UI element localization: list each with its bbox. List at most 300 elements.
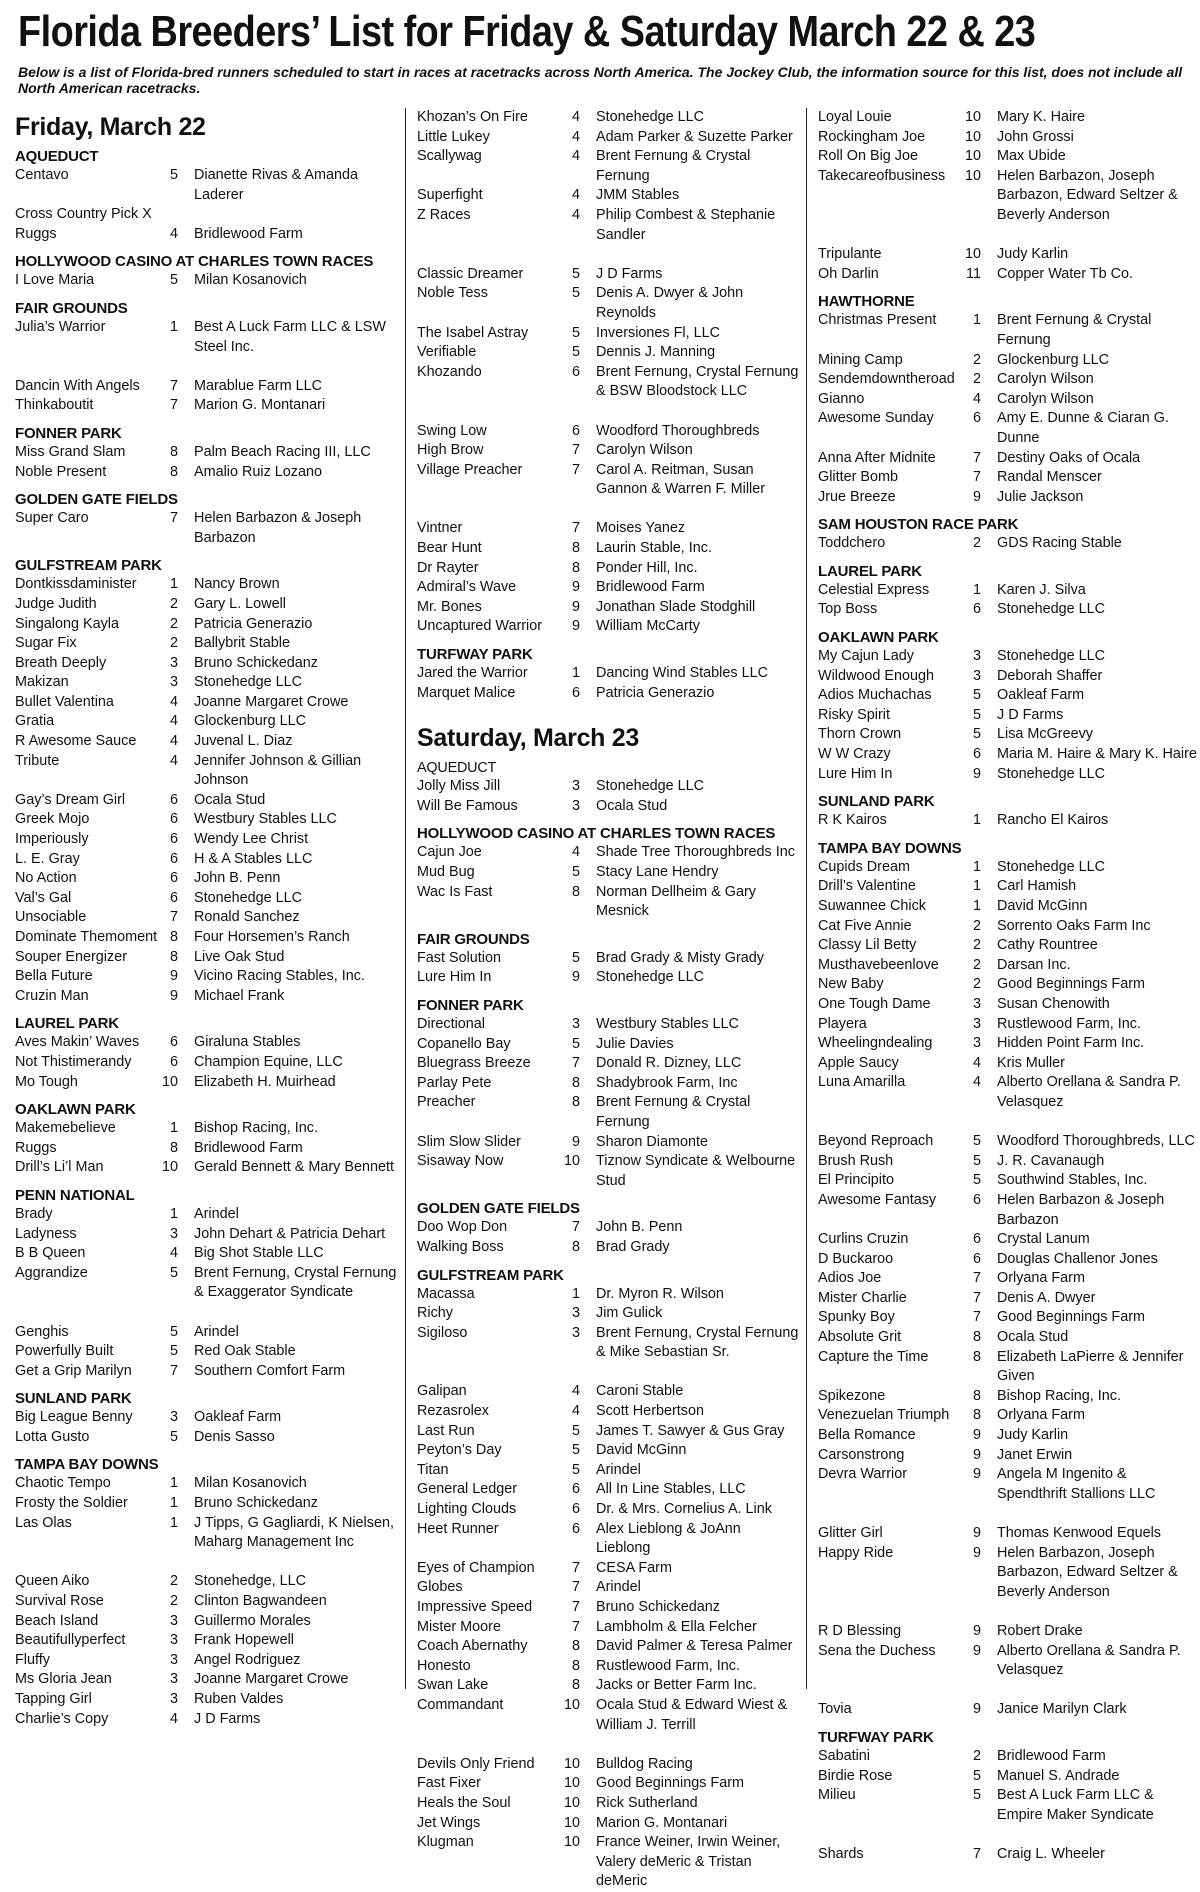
owner-name: Marion G. Montanari: [596, 1814, 728, 1831]
post-position: 5: [571, 344, 580, 361]
post-position: 5: [972, 687, 981, 704]
entry-row: [818, 1406, 1200, 1426]
horse-name: Mo Tough: [15, 1073, 78, 1090]
entry-row: [417, 843, 799, 863]
horse-name: Sabatini: [818, 1747, 871, 1764]
horse-name: B B Queen: [15, 1245, 86, 1262]
post-position: 9: [972, 488, 981, 505]
horse-name: Spikezone: [818, 1387, 886, 1404]
entry-row: [818, 1289, 1200, 1309]
owner-name: Michael Frank: [194, 987, 285, 1004]
post-position: 2: [972, 1747, 981, 1764]
entry-row: [818, 390, 1200, 410]
owner-name: Inversiones Fl, LLC: [596, 324, 720, 341]
post-position: 5: [972, 1767, 981, 1784]
post-position: 10: [964, 167, 981, 184]
owner-name: Thomas Kenwood Equels: [997, 1525, 1161, 1541]
post-position: 6: [571, 422, 580, 439]
horse-name: Noble Tess: [417, 285, 488, 302]
horse-name: Survival Rose: [15, 1593, 104, 1610]
entry-row: [417, 1500, 799, 1520]
entry-row: [417, 1598, 799, 1618]
owner-name: Jonathan Slade Stodghill: [596, 598, 756, 615]
entry-row: [15, 732, 397, 752]
post-position: 10: [563, 1755, 580, 1772]
entry-row: [417, 363, 799, 402]
owner-name: Julie Davies: [596, 1035, 674, 1052]
owner-name: J Tipps, G Gagliardi, K Nielsen, Maharg Management Inc: [194, 1514, 394, 1551]
entry-row: [417, 1774, 799, 1794]
entry-row: [417, 883, 799, 922]
horse-name: W W Crazy: [818, 746, 891, 763]
post-position: 10: [964, 246, 981, 263]
post-position: 2: [972, 956, 981, 973]
entry-row: [417, 461, 799, 500]
horse-name: Heet Runner: [417, 1520, 499, 1537]
owner-name: Red Oak Stable: [194, 1343, 296, 1360]
entry-row: [15, 575, 397, 595]
owner-name: Mary K. Haire: [997, 109, 1085, 125]
track-heading: GOLDEN GATE FIELDS: [417, 1200, 580, 1218]
horse-name: Makemebelieve: [15, 1120, 116, 1137]
post-position: 6: [571, 1501, 580, 1518]
owner-name: Lambholm & Ella Felcher: [596, 1618, 757, 1635]
entry-row: [818, 1269, 1200, 1289]
owner-name: Milan Kosanovich: [194, 1475, 307, 1492]
track-heading: HAWTHORNE: [818, 293, 915, 311]
post-position: 9: [571, 1133, 580, 1150]
post-position: 3: [571, 1324, 580, 1341]
post-position: 6: [169, 850, 178, 867]
track-heading: GOLDEN GATE FIELDS: [15, 491, 178, 509]
post-position: 2: [169, 595, 178, 612]
owner-name: Best A Luck Farm LLC & Empire Maker Syndicate: [997, 1787, 1154, 1823]
entry-row: [417, 1637, 799, 1657]
horse-name: Tapping Girl: [15, 1691, 92, 1707]
owner-name: France Weiner, Irwin Weiner, Valery deMeric & Tristan deMeric: [596, 1834, 781, 1890]
owner-name: Brent Fernung, Crystal Fernung & BSW Bloodstock LLC: [596, 363, 799, 400]
horse-name: Drill’s Valentine: [818, 878, 916, 895]
post-position: 10: [563, 1696, 580, 1713]
entry-row: [417, 684, 799, 704]
horse-name: Souper Energizer: [15, 948, 127, 965]
post-position: 3: [169, 1691, 178, 1707]
horse-name: New Baby: [818, 976, 884, 993]
post-position: 4: [571, 109, 580, 125]
owner-name: Dr. & Mrs. Cornelius A. Link: [596, 1501, 772, 1518]
post-position: 8: [169, 948, 178, 965]
owner-name: Glockenburg LLC: [997, 351, 1109, 368]
post-position: 10: [161, 1159, 178, 1176]
post-position: 2: [972, 371, 981, 388]
horse-name: Khozando: [417, 363, 482, 380]
horse-name: Get a Grip Marilyn: [15, 1362, 132, 1379]
post-position: 9: [972, 1622, 981, 1639]
post-position: 2: [169, 1593, 178, 1610]
post-position: 3: [571, 797, 580, 814]
post-position: 5: [571, 1422, 580, 1439]
post-position: 3: [571, 1015, 580, 1032]
entry-row: [15, 1710, 397, 1730]
owner-name: Janice Marilyn Clark: [997, 1701, 1127, 1718]
owner-name: Wendy Lee Christ: [194, 831, 309, 848]
entry-row: [417, 1480, 799, 1500]
horse-name: Titan: [417, 1461, 449, 1478]
entry-row: [818, 488, 1200, 508]
entry-row: [818, 725, 1200, 745]
horse-name: Playera: [818, 1015, 867, 1032]
post-position: 7: [972, 1309, 981, 1326]
entry-row: [417, 559, 799, 579]
entry-row: [818, 1747, 1200, 1767]
owner-name: Bridlewood Farm: [596, 579, 705, 596]
entry-row: [417, 777, 799, 797]
post-position: 5: [972, 726, 981, 743]
entry-row: [417, 1676, 799, 1696]
entry-row: [15, 869, 397, 889]
owner-name: Jennifer Johnson & Gillian Johnson: [194, 752, 362, 789]
owner-name: Arindel: [596, 1579, 641, 1596]
owner-name: Lisa McGreevy: [997, 726, 1093, 743]
track-heading: HOLLYWOOD CASINO AT CHARLES TOWN RACES: [15, 253, 374, 271]
horse-name: Spunky Boy: [818, 1309, 895, 1326]
owner-name: Champion Equine, LLC: [194, 1053, 343, 1070]
owner-name: Brad Grady: [596, 1238, 670, 1255]
track-heading: AQUEDUCT: [15, 148, 99, 165]
horse-name: Commandant: [417, 1696, 504, 1713]
post-position: 5: [571, 285, 580, 302]
row-spacer: [818, 1825, 1200, 1845]
owner-name: Helen Barbazon, Joseph Barbazon, Edward Seltzer & Beverly Anderson: [997, 1544, 1178, 1600]
owner-name: Orlyana Farm: [997, 1407, 1085, 1424]
post-position: 4: [571, 844, 580, 861]
entry-row: [15, 1073, 397, 1093]
horse-name: Bear Hunt: [417, 540, 482, 557]
horse-name: Venezuelan Triumph: [818, 1407, 950, 1424]
entry-row: [818, 647, 1200, 667]
owner-name: Carolyn Wilson: [997, 390, 1094, 407]
row-spacer: [818, 1113, 1200, 1133]
horse-name: Ruggs: [15, 1139, 57, 1156]
entry-row: [417, 1520, 799, 1559]
horse-name: Frosty the Soldier: [15, 1495, 128, 1512]
entry-row: [818, 1465, 1200, 1504]
entry-row: [417, 1238, 799, 1258]
post-position: 10: [964, 109, 981, 125]
post-position: 8: [571, 540, 580, 557]
post-position: 3: [169, 1409, 178, 1426]
owner-name: Denis A. Dwyer & John Reynolds: [596, 285, 744, 321]
post-position: 7: [571, 461, 580, 478]
post-position: 3: [169, 1612, 178, 1629]
horse-name: Galipan: [417, 1383, 467, 1400]
entry-row: [818, 1328, 1200, 1348]
horse-name: Globes: [417, 1579, 463, 1596]
horse-name: Lure Him In: [417, 969, 492, 986]
owner-name: Tiznow Syndicate & Welbourne Stud: [596, 1153, 796, 1189]
owner-name: Scott Herbertson: [596, 1403, 704, 1420]
entry-row: [818, 147, 1200, 167]
entry-row: [417, 1402, 799, 1422]
entry-row: [818, 409, 1200, 448]
horse-name: Suwannee Chick: [818, 898, 926, 914]
entry-row: [818, 1230, 1200, 1250]
entry-row: [15, 791, 397, 811]
entry-row: [15, 908, 397, 928]
owner-name: Oakleaf Farm: [194, 1409, 282, 1426]
horse-name: Adios Joe: [818, 1270, 882, 1287]
horse-name: Z Races: [417, 206, 471, 223]
horse-name: L. E. Gray: [15, 850, 80, 867]
post-position: 9: [972, 765, 981, 782]
row-spacer: [417, 500, 799, 520]
entry-row: [15, 463, 397, 483]
post-position: 4: [972, 390, 981, 407]
horse-name: Will Be Famous: [417, 797, 518, 814]
owner-name: John Dehart & Patricia Dehart: [194, 1225, 386, 1242]
horse-name: High Brow: [417, 442, 484, 459]
owner-name: Rustlewood Farm, Inc.: [596, 1657, 740, 1674]
entry-row: [417, 1422, 799, 1442]
post-position: 7: [972, 1270, 981, 1287]
post-position: 9: [972, 1427, 981, 1444]
post-position: 10: [563, 1834, 580, 1851]
horse-name: Apple Saucy: [818, 1054, 899, 1071]
horse-name: Thorn Crown: [818, 726, 902, 743]
horse-name: El Principito: [818, 1172, 894, 1189]
post-position: 4: [571, 148, 580, 165]
entry-row: [818, 745, 1200, 765]
owner-name: Deborah Shaffer: [997, 667, 1103, 684]
owner-name: Guillermo Morales: [194, 1612, 311, 1629]
horse-name: Fast Fixer: [417, 1775, 481, 1792]
entry-row: [15, 634, 397, 654]
horse-name: Glitter Bomb: [818, 469, 898, 486]
horse-name: Fluffy: [15, 1651, 50, 1668]
post-position: 4: [571, 128, 580, 145]
entry-row: [818, 897, 1200, 917]
post-position: 9: [972, 1701, 981, 1718]
post-position: 2: [169, 635, 178, 652]
post-position: 5: [972, 1172, 981, 1189]
post-position: 8: [972, 1329, 981, 1346]
entry-row: [15, 1612, 397, 1632]
horse-name: Risky Spirit: [818, 706, 890, 723]
horse-name: Coach Abernathy: [417, 1638, 528, 1655]
horse-name: Thinkaboutit: [15, 397, 94, 414]
horse-name: Devra Warrior: [818, 1466, 908, 1483]
owner-name: Ocala Stud: [596, 797, 668, 814]
horse-name: Dancin With Angels: [15, 377, 140, 394]
owner-name: Crystal Lanum: [997, 1231, 1090, 1248]
owner-name: Juvenal L. Diaz: [194, 733, 293, 750]
owner-name: Woodford Thoroughbreds, LLC: [997, 1133, 1195, 1150]
horse-name: Breath Deeply: [15, 654, 107, 671]
post-position: 2: [972, 917, 981, 934]
horse-name: Wheelingndealing: [818, 1035, 933, 1052]
owner-name: Randal Menscer: [997, 469, 1102, 486]
entry-row: [417, 1657, 799, 1677]
post-position: 8: [571, 1074, 580, 1091]
post-position: 9: [571, 969, 580, 986]
post-position: 1: [972, 581, 981, 598]
owner-name: Rick Sutherland: [596, 1794, 698, 1811]
entry-row: [417, 1054, 799, 1074]
entry-row: [417, 1015, 799, 1035]
day-heading: Saturday, March 23: [417, 724, 640, 753]
post-position: 6: [972, 601, 981, 618]
horse-name: Noble Present: [15, 463, 107, 480]
entry-row: [15, 1592, 397, 1612]
post-position: 9: [571, 579, 580, 596]
entry-row: [15, 1033, 397, 1053]
post-position: 11: [966, 265, 981, 282]
owner-name: Brent Fernung, Crystal Fernung & Mike Sebastian Sr.: [596, 1324, 799, 1361]
entry-row: [818, 1250, 1200, 1270]
horse-name: Superfight: [417, 187, 483, 204]
post-position: 7: [972, 1289, 981, 1306]
post-position: 5: [571, 1442, 580, 1459]
entry-row: [818, 686, 1200, 706]
horse-name: Swing Low: [417, 422, 487, 439]
entry-row: [15, 987, 397, 1007]
post-position: 5: [571, 265, 580, 282]
entry-row: [818, 1034, 1200, 1054]
horse-name: Wac Is Fast: [417, 883, 493, 900]
entry-row: [15, 1139, 397, 1159]
entry-row: [417, 324, 799, 344]
owner-name: John Grossi: [997, 128, 1074, 145]
post-position: 6: [972, 746, 981, 763]
owner-name: Giraluna Stables: [194, 1034, 301, 1051]
entry-row: [818, 1015, 1200, 1035]
owner-name: Palm Beach Racing III, LLC: [194, 443, 371, 460]
post-position: 6: [169, 831, 178, 848]
horse-name: Imperiously: [15, 831, 89, 848]
post-position: 3: [169, 1632, 178, 1649]
entry-row: [417, 1755, 799, 1775]
post-position: 2: [972, 937, 981, 954]
owner-name: Arindel: [194, 1323, 239, 1340]
horse-name: Preacher: [417, 1094, 476, 1111]
entry-row: [15, 1572, 397, 1592]
owner-name: Ballybrit Stable: [194, 635, 290, 652]
entry-row: [15, 1119, 397, 1139]
horse-name: Devils Only Friend: [417, 1755, 535, 1772]
horse-name: Little Lukey: [417, 128, 490, 145]
post-position: 4: [571, 1383, 580, 1400]
owner-name: GDS Racing Stable: [997, 535, 1122, 552]
owner-name: Alex Lieblong & JoAnn Lieblong: [596, 1520, 741, 1557]
post-position: 1: [169, 1205, 178, 1222]
post-position: 8: [571, 1638, 580, 1655]
owner-name: Donald R. Dizney, LLC: [596, 1055, 742, 1072]
owner-name: Bridlewood Farm: [194, 1139, 303, 1156]
horse-name: Dr Rayter: [417, 559, 479, 576]
post-position: 8: [169, 1139, 178, 1156]
owner-name: CESA Farm: [596, 1559, 672, 1576]
entry-row: [15, 850, 397, 870]
horse-name: Mr. Bones: [417, 598, 482, 615]
post-position: 4: [169, 752, 178, 769]
owner-name: Elizabeth H. Muirhead: [194, 1073, 336, 1090]
owner-name: Norman Dellheim & Gary Mesnick: [596, 883, 756, 920]
horse-name: R K Kairos: [818, 812, 887, 829]
entry-row: [15, 205, 397, 225]
owner-name: Carolyn Wilson: [596, 442, 693, 459]
entry-row: [15, 810, 397, 830]
owner-name: Patricia Generazio: [596, 684, 715, 701]
entry-row: [818, 370, 1200, 390]
entry-row: [15, 1408, 397, 1428]
horse-name: Capture the Time: [818, 1348, 929, 1365]
owner-name: Angela M Ingenito & Spendthrift Stallions LLC: [997, 1466, 1156, 1502]
post-position: 4: [169, 733, 178, 750]
owner-name: Philip Combest & Stephanie Sandler: [596, 206, 776, 243]
post-position: 4: [571, 187, 580, 204]
post-position: 4: [972, 1054, 981, 1071]
owner-name: Ocala Stud: [194, 791, 266, 808]
owner-name: Stonehedge LLC: [997, 648, 1106, 665]
horse-name: Curlins Cruzin: [818, 1231, 909, 1248]
post-position: 5: [571, 1035, 580, 1052]
post-position: 8: [972, 1387, 981, 1404]
entry-row: [818, 1544, 1200, 1603]
entry-row: [818, 1426, 1200, 1446]
entry-row: [818, 1767, 1200, 1787]
post-position: 7: [571, 1618, 580, 1635]
entry-row: [15, 1514, 397, 1553]
post-position: 3: [169, 1671, 178, 1688]
owner-name: H & A Stables LLC: [194, 850, 313, 867]
owner-name: Douglas Challenor Jones: [997, 1250, 1158, 1267]
horse-name: Slim Slow Slider: [417, 1133, 521, 1150]
horse-name: Bella Future: [15, 968, 93, 985]
entry-row: [15, 1428, 397, 1448]
horse-name: Honesto: [417, 1657, 471, 1674]
owner-name: Big Shot Stable LLC: [194, 1245, 324, 1262]
post-position: 7: [571, 1055, 580, 1072]
horse-name: Dontkissdaminister: [15, 576, 137, 593]
entry-row: [818, 975, 1200, 995]
horse-name: Chaotic Tempo: [15, 1475, 111, 1492]
owner-name: Karen J. Silva: [997, 581, 1086, 598]
post-position: 8: [169, 443, 178, 460]
horse-name: Impressive Speed: [417, 1599, 533, 1615]
entry-row: [417, 1441, 799, 1461]
horse-name: Beautifullyperfect: [15, 1632, 126, 1649]
post-position: 1: [169, 318, 178, 335]
horse-name: Musthavebeenlove: [818, 956, 939, 973]
post-position: 9: [972, 1642, 981, 1659]
owner-name: Stonehedge LLC: [997, 858, 1106, 875]
post-position: 5: [571, 864, 580, 880]
horse-name: Bullet Valentina: [15, 693, 114, 710]
entry-row: [417, 284, 799, 323]
post-position: 1: [169, 576, 178, 593]
entry-row: [417, 1218, 799, 1238]
owner-name: Craig L. Wheeler: [997, 1845, 1105, 1862]
entry-row: [818, 1132, 1200, 1152]
horse-name: Cruzin Man: [15, 987, 89, 1004]
post-position: 4: [571, 1403, 580, 1420]
owner-name: Bulldog Racing: [596, 1755, 693, 1772]
owner-name: Stonehedge LLC: [194, 674, 303, 691]
entry-row: [417, 1285, 799, 1305]
post-position: 3: [571, 778, 580, 795]
post-position: 8: [571, 559, 580, 576]
horse-name: Charlie’s Copy: [15, 1710, 109, 1727]
